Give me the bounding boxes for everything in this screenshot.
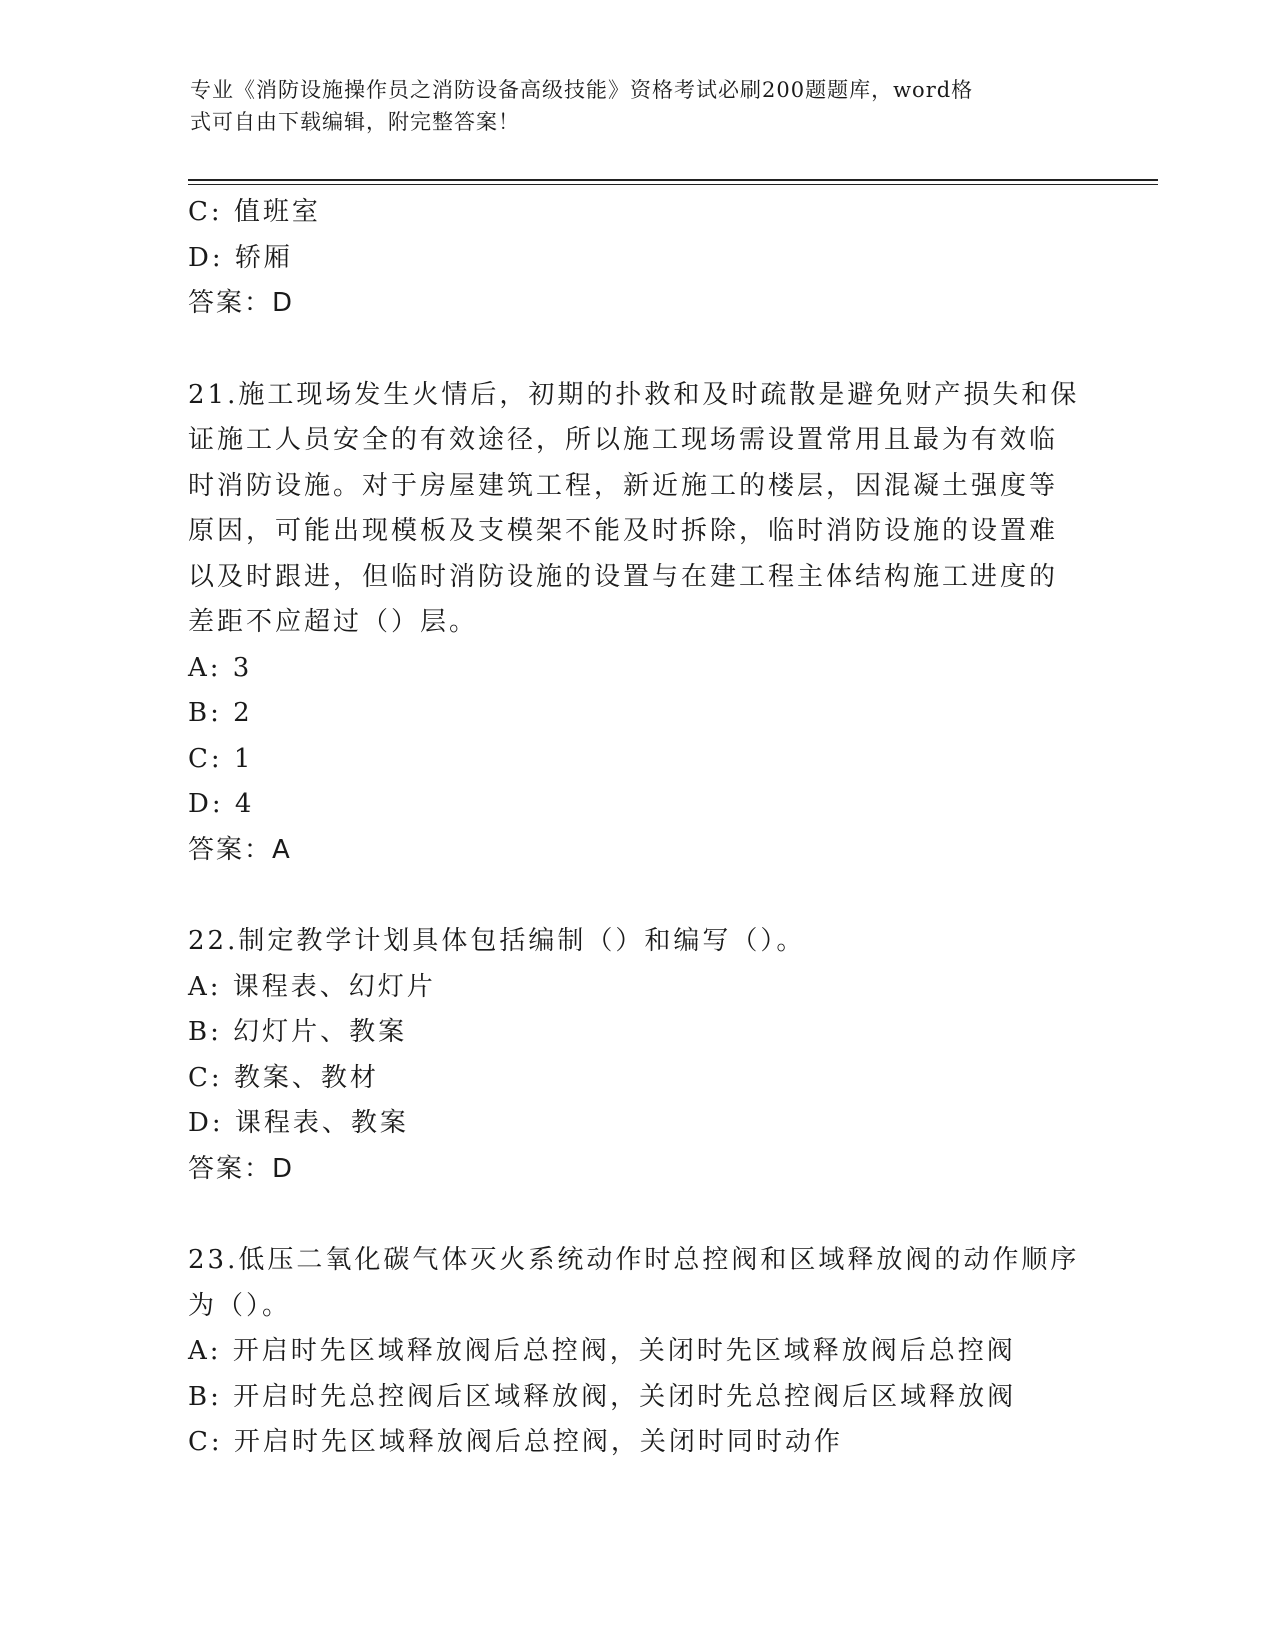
document-body bbox=[188, 190, 1088, 1466]
spacer bbox=[188, 873, 1088, 919]
option-b: B: 2 bbox=[188, 698, 253, 728]
option-d: D: 课程表、教案 bbox=[188, 1108, 409, 1138]
option-a: A: 课程表、幻灯片 bbox=[188, 971, 436, 1002]
answer-line: 答案：D bbox=[188, 1153, 295, 1184]
option-c: C: 值班室 bbox=[188, 197, 321, 227]
question-stem-line: 21.施工现场发生火情后，初期的扑救和及时疏散是避免财产损失和保 bbox=[188, 379, 1080, 410]
option-a: A: 开启时先区域释放阀后总控阀，关闭时先区域释放阀后总控阀 bbox=[188, 1336, 1016, 1366]
option-d: D: 4 bbox=[188, 789, 255, 819]
question-23 bbox=[188, 1238, 1088, 1466]
header-divider-thin bbox=[188, 184, 1158, 185]
answer-line: 答案：A bbox=[188, 834, 292, 865]
question-22 bbox=[188, 919, 1088, 1192]
option-c: C: 教案、教材 bbox=[188, 1062, 379, 1093]
option-c: C: 开启时先区域释放阀后总控阀，关闭时同时动作 bbox=[188, 1427, 843, 1457]
spacer bbox=[188, 1192, 1088, 1238]
question-stem-line: 为（）。 bbox=[188, 1290, 292, 1321]
question-21 bbox=[188, 373, 1088, 874]
answer-line: 答案：D bbox=[188, 288, 295, 318]
option-b: B: 开启时先总控阀后区域释放阀，关闭时先总控阀后区域释放阀 bbox=[188, 1381, 1017, 1412]
option-b: B: 幻灯片、教案 bbox=[188, 1017, 408, 1047]
question-stem-line: 时消防设施。对于房屋建筑工程，新近施工的楼层，因混凝土强度等 bbox=[188, 470, 1059, 501]
spacer bbox=[188, 327, 1088, 373]
question-stem-line: 以及时跟进，但临时消防设施的设置与在建工程主体结构施工进度的 bbox=[188, 561, 1059, 592]
question-stem-line: 原因，可能出现模板及支模架不能及时拆除，临时消防设施的设置难 bbox=[188, 516, 1059, 546]
question-stem-line: 差距不应超过（）层。 bbox=[188, 607, 479, 637]
header-line-1: 专业《消防设施操作员之消防设备高级技能》资格考试必刷200题题库，word格 bbox=[190, 78, 974, 102]
header-divider-thick bbox=[188, 179, 1158, 181]
option-d: D: 轿厢 bbox=[188, 242, 293, 273]
question-stem-line: 23.低压二氧化碳气体灭火系统动作时总控阀和区域释放阀的动作顺序 bbox=[188, 1245, 1080, 1275]
page-header bbox=[190, 74, 1090, 138]
option-c: C: 1 bbox=[188, 743, 254, 774]
question-stem-line: 证施工人员安全的有效途径，所以施工现场需设置常用且最为有效临 bbox=[188, 425, 1059, 455]
question-20-tail bbox=[188, 190, 1088, 327]
question-stem-line: 22.制定教学计划具体包括编制（）和编写（）。 bbox=[188, 926, 806, 956]
header-line-2: 式可自由下载编辑，附完整答案！ bbox=[190, 110, 520, 134]
option-a: A: 3 bbox=[188, 652, 253, 683]
